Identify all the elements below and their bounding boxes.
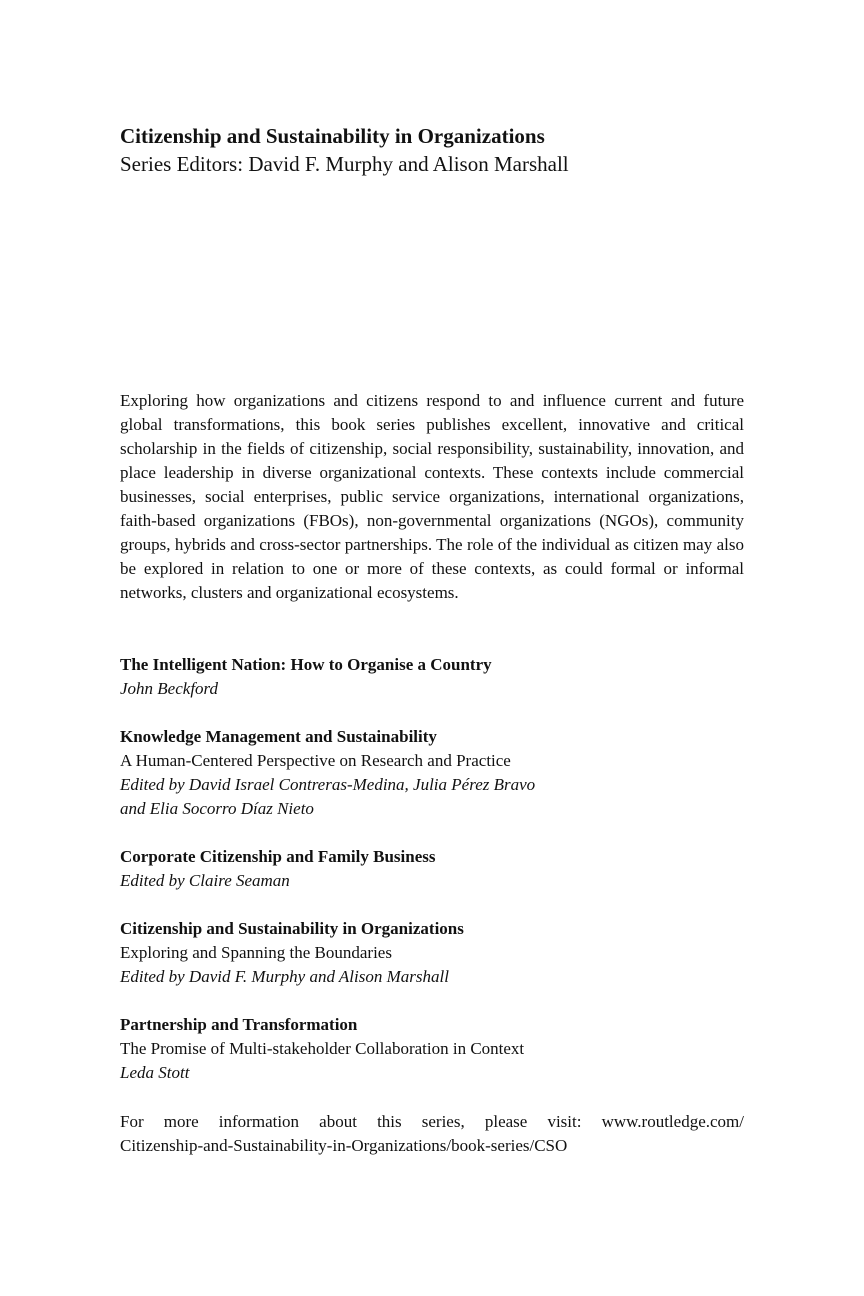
book-subtitle: The Promise of Multi-stakeholder Collaboration in Context <box>120 1039 525 1058</box>
book-title: Corporate Citizenship and Family Business <box>120 847 436 866</box>
book-entry <box>120 1013 744 1085</box>
book-author: Edited by Claire Seaman <box>120 871 290 890</box>
book-entry <box>120 725 744 821</box>
more-info-line-1: For more information about this series, please visit: www.routledge.com/ <box>120 1112 744 1131</box>
series-description: Exploring how organizations and citizens respond to and influence current and future global transformations, this book series publishes excellent, innovative and critical scholarship in the fields of citizenship, social responsibility, sustainability, innovation, and place leadership in diverse organizational contexts. These contexts include commercial businesses, social enterprises, public service organizations, international organizations, faith-based organizations (FBOs), non-governmental organizations (NGOs), community groups, hybrids and cross-sector partnerships. The role of the individual as citizen may also be explored in relation to one or more of these contexts, as could formal or informal networks, clusters and organizational ecosystems. <box>120 391 744 602</box>
series-title: Citizenship and Sustainability in Organizations <box>120 124 545 148</box>
book-author: and Elia Socorro Díaz Nieto <box>120 799 314 818</box>
series-editors: Series Editors: David F. Murphy and Alison Marshall <box>120 152 569 176</box>
book-subtitle: A Human-Centered Perspective on Research and Practice <box>120 751 511 770</box>
book-title: Partnership and Transformation <box>120 1015 358 1034</box>
book-title: The Intelligent Nation: How to Organise a Country <box>120 655 492 674</box>
series-header <box>120 122 744 178</box>
book-author: Leda Stott <box>120 1063 190 1082</box>
book-title: Knowledge Management and Sustainability <box>120 727 437 746</box>
book-list <box>120 653 744 1109</box>
book-entry <box>120 653 744 701</box>
book-author: Edited by David Israel Contreras-Medina, Julia Pérez Bravo <box>120 775 536 794</box>
book-entry <box>120 845 744 893</box>
book-author: John Beckford <box>120 679 219 698</box>
book-title: Citizenship and Sustainability in Organizations <box>120 919 464 938</box>
book-author: Edited by David F. Murphy and Alison Marshall <box>120 967 449 986</box>
book-entry <box>120 917 744 989</box>
more-info-line-2: Citizenship-and-Sustainability-in-Organizations/book-series/CSO <box>120 1136 568 1155</box>
more-info <box>120 1110 744 1158</box>
book-subtitle: Exploring and Spanning the Boundaries <box>120 943 392 962</box>
series-page <box>120 0 744 1296</box>
